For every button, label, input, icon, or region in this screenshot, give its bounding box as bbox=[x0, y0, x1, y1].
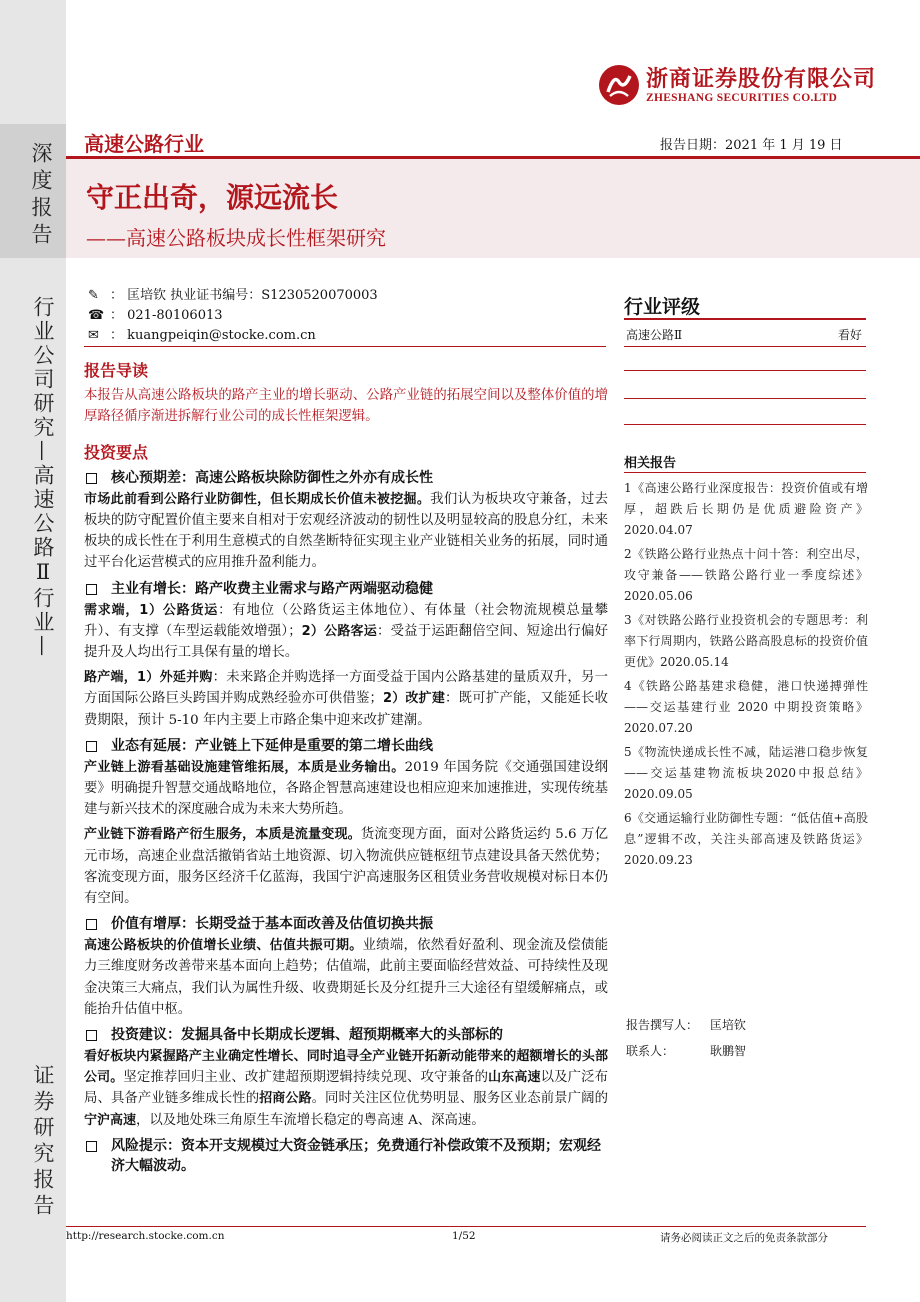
report-subtitle: ——高速公路板块成长性框架研究 bbox=[86, 226, 386, 250]
report-date: 报告日期：2021 年 1 月 19 日 bbox=[660, 138, 843, 153]
related-report-item[interactable]: 2《铁路公路行业热点十问十答：利空出尽，攻守兼备——铁路公路行业一季度综述》2020.05.06 bbox=[624, 547, 868, 603]
author-name-row: ✎ ： 匡培钦 执业证书编号：S1230520070003 bbox=[88, 288, 378, 303]
bullet-extension: 业态有延展：产业链上下延伸是重要的第二增长曲线 bbox=[84, 736, 608, 756]
author-phone-row: ☎ ： 021-80106013 bbox=[88, 308, 223, 323]
rating-divider bbox=[624, 318, 866, 320]
company-name-en: ZHESHANG SECURITIES CO.LTD bbox=[646, 92, 838, 104]
rating-value: 看好 bbox=[838, 328, 863, 342]
author-divider bbox=[84, 346, 606, 347]
rating-rule bbox=[624, 398, 866, 399]
related-report-item[interactable]: 4《铁路公路基建求稳健，港口快递搏弹性——交运基建行业 2020 中期投资策略》2020.07.20 bbox=[624, 679, 868, 735]
related-report-item[interactable]: 1《高速公路行业深度报告：投资价值或有增厚，超跌后长期仍是优质避险资产》2020.04.07 bbox=[624, 481, 868, 537]
company-name-cn: 浙商证券股份有限公司 bbox=[646, 67, 877, 92]
contacts-block bbox=[626, 1012, 746, 1064]
bullet-growth: 主业有增长：路产收费主业需求与路产两端驱动稳健 bbox=[84, 579, 608, 599]
paragraph: 市场此前看到公路行业防御性，但长期成长价值未被挖掘。我们认为板块攻守兼备，过去板块的防守配置价值主要来自相对于宏观经济波动的韧性以及明显较高的股息分红，未来板块的成长性在于利用生意模式的自然垄断特征实现主业产业链相关业务的拓展，同时通过平台化运营模式的应用推升盈利能力。 bbox=[84, 491, 608, 571]
checkbox-bullet-icon bbox=[86, 1141, 97, 1152]
bullet-core: 核心预期差：高速公路板块除防御性之外亦有成长性 bbox=[84, 468, 608, 488]
points-title: 投资要点 bbox=[84, 442, 149, 462]
guide-title: 报告导读 bbox=[84, 361, 149, 380]
checkbox-bullet-icon bbox=[86, 473, 97, 484]
checkbox-bullet-icon bbox=[86, 741, 97, 752]
author-email-row: ✉ ： kuangpeiqin@stocke.com.cn bbox=[88, 328, 316, 343]
related-reports-list bbox=[624, 478, 868, 874]
bullet-risk: 风险提示：资本开支规模过大资金链承压；免费通行补偿政策不及预期；宏观经济大幅波动。 bbox=[84, 1136, 608, 1176]
sidebar-category: 行业公司研究—高速公路Ⅱ行业— bbox=[31, 296, 55, 659]
company-logo-icon bbox=[598, 64, 640, 106]
guide-text: 本报告从高速公路板块的路产主业的增长驱动、公路产业链的拓展空间以及整体价值的增厚路径循序渐进拆解行业公司的成长性框架逻辑。 bbox=[84, 388, 608, 425]
bullet-value: 价值有增厚：长期受益于基本面改善及估值切换共振 bbox=[84, 914, 608, 934]
envelope-icon: ✉ bbox=[88, 328, 99, 343]
rating-rule bbox=[624, 370, 866, 371]
rating-rule bbox=[624, 424, 866, 425]
paragraph: 产业链下游看路产衍生服务，本质是流量变现。货流变现方面，面对公路货运约 5.6 万亿元市场，高速企业盘活撤销省站土地资源、切入物流供应链枢纽节点建设具备天然优势；客流变现方面，服务区经济千亿蓝海，我国宁沪高速服务区租赁业务营收规模对标日本仍有空间。 bbox=[84, 827, 608, 907]
related-report-item[interactable]: 3《对铁路公路行业投资机会的专题思考：利率下行周期内，铁路公路高股息标的投资价值更优》2020.05.14 bbox=[624, 613, 868, 669]
phone-icon: ☎ bbox=[88, 308, 105, 323]
related-report-item[interactable]: 5《物流快递成长性不减，陆运港口稳步恢复——交运基建物流板块2020中报总结》2020.09.05 bbox=[624, 745, 868, 801]
report-title: 守正出奇，源远流长 bbox=[86, 181, 339, 214]
checkbox-bullet-icon bbox=[86, 919, 97, 930]
footer-divider bbox=[66, 1226, 866, 1227]
paragraph: 看好板块内紧握路产主业确定性增长、同时追寻全产业链开拓新动能带来的超额增长的头部公司。坚定推荐回归主业、改扩建超预期逻辑持续兑现、攻守兼备的山东高速以及广泛布局、具备产业链多维成长性的招商公路。同时关注区位优势明显、服务区业态前景广阔的宁沪高速，以及地处珠三角原生车流增长稳定的粤高速 A、深高速。 bbox=[84, 1049, 609, 1128]
related-reports-title: 相关报告 bbox=[624, 456, 677, 471]
writer-row: 报告撰写人： 匡培钦 bbox=[626, 1018, 747, 1032]
pencil-icon: ✎ bbox=[88, 288, 99, 303]
rating-sector: 高速公路Ⅱ bbox=[626, 328, 683, 342]
rating-title: 行业评级 bbox=[624, 296, 701, 318]
paragraph: 产业链上游看基础设施建管维拓展，本质是业务输出。2019 年国务院《交通强国建设纲要》明确提升智慧交通战略地位，各路企智慧高速建设也相应迎来加速推进，实现传统基建与新兴技术的深度融合成为未来大势所趋。 bbox=[84, 759, 608, 818]
contact-row: 联系人： 耿鹏智 bbox=[626, 1044, 747, 1058]
sidebar-research-report: 证券研究报告 bbox=[31, 1064, 55, 1220]
related-report-item[interactable]: 6《交通运输行业防御性专题：“低估值+高股息”逻辑不改，关注头部高速及铁路货运》2020.09.23 bbox=[624, 811, 868, 867]
paragraph: 需求端，1）公路货运：有地位（公路货运主体地位）、有体量（社会物流规模总量攀升）、有支撑（车型运载能效增强）；2）公路客运：受益于运距翻倍空间、短途出行偏好提升及人均出行工具保有量的增长。 bbox=[84, 602, 609, 661]
industry-label: 高速公路行业 bbox=[84, 132, 204, 156]
checkbox-bullet-icon bbox=[86, 584, 97, 595]
related-divider bbox=[624, 472, 866, 473]
rating-rule bbox=[624, 346, 866, 347]
footer-url[interactable]: http://research.stocke.com.cn bbox=[66, 1230, 225, 1242]
paragraph: 路产端，1）外延并购：未来路企并购选择一方面受益于国内公路基建的量质双升，另一方面国际公路巨头跨国并购成熟经验亦可供借鉴；2）改扩建：既可扩产能，又能延长收费期限，预计 5-10 年内主要上市路企集中迎来改扩建潮。 bbox=[84, 670, 609, 728]
bullet-investment: 投资建议：发掘具备中长期成长逻辑、超预期概率大的头部标的 bbox=[84, 1025, 608, 1045]
paragraph: 高速公路板块的价值增长业绩、估值共振可期。业绩端，依然看好盈利、现金流及偿债能力三维度财务改善带来基本面向上趋势；估值端，此前主要面临经营效益、可持续性及现金决策三大痛点，我们认为属性升级、收费期延长及分红提升三大途径有望缓解痛点，或能抬升估值中枢。 bbox=[84, 938, 608, 1017]
checkbox-bullet-icon bbox=[86, 1030, 97, 1041]
sidebar-report-type: 深度报告 bbox=[29, 142, 53, 250]
disclaimer-note: 请务必阅读正文之后的免责条款部分 bbox=[660, 1232, 828, 1244]
main-content bbox=[84, 360, 608, 1177]
page-number: 1/52 bbox=[452, 1230, 476, 1242]
